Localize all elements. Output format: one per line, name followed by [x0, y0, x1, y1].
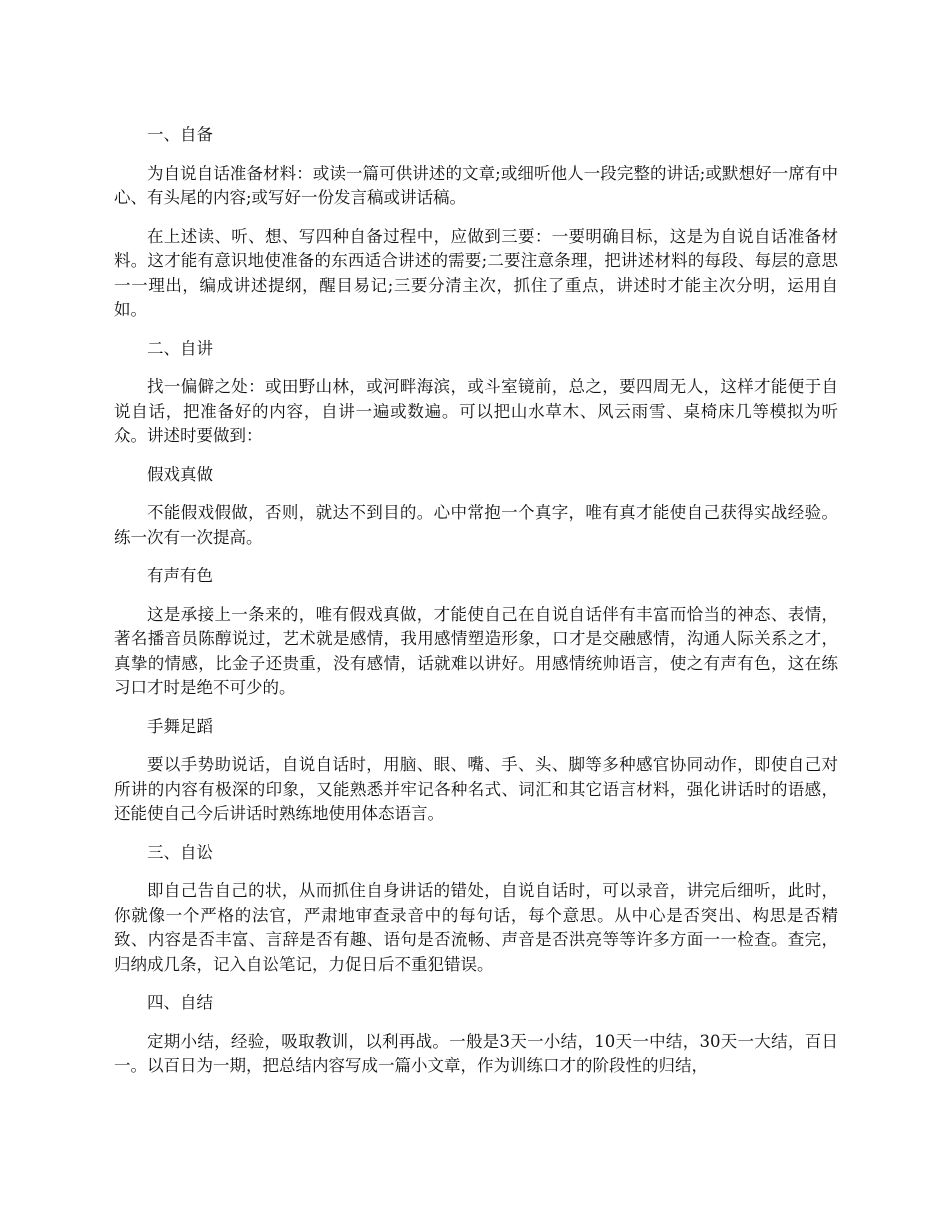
document-body	[114, 123, 838, 1093]
section-heading-self-summary: 四、自结	[147, 993, 213, 1012]
section-heading-self-prepare: 一、自备	[147, 125, 213, 144]
subheading-vivid: 有声有色	[147, 566, 213, 585]
paragraph: 找一偏僻之处：或田野山林，或河畔海滨，或斗室镜前，总之，要四周无人，这样才能便于自说自话，把准备好的内容，自讲一遍或数遍。可以把山水草木、风云雨雪、桌椅床几等模拟为听众。讲述时要做到：	[114, 377, 838, 445]
paragraph: 这是承接上一条来的，唯有假戏真做，才能使自己在自说自话伴有丰富而恰当的神态、表情，著名播音员陈醇说过，艺术就是感情，我用感情塑造形象，口才是交融感情，沟通人际关系之才，真挚的情感，比金子还贵重，没有感情，话就难以讲好。用感情统帅语言，使之有声有色，这在练习口才时是绝不可少的。	[114, 604, 838, 697]
section-heading-self-review: 三、自讼	[147, 842, 213, 862]
paragraph: 定期小结，经验，吸取教训，以利再战。一般是3天一小结，10天一中结，30天一大结，百日一。以百日为一期，把总结内容写成一篇小文章，作为训练口才的阶段性的归结，	[114, 1031, 838, 1075]
subheading-pretend-real: 假戏真做	[147, 464, 213, 484]
paragraph: 在上述读、听、想、写四种自备过程中，应做到三要：一要明确目标，这是为自说自话准备材料。这才能有意识地使准备的东西适合讲述的需要;二要注意条理，把讲述材料的每段、每层的意思一一理出，编成讲述提纲，醒目易记;三要分清主次，抓住了重点，讲述时才能主次分明，运用自如。	[114, 226, 838, 319]
paragraph: 要以手势助说话，自说自话时，用脑、眼、嘴、手、头、脚等多种感官协同动作，即使自己对所讲的内容有极深的印象，又能熟悉并牢记各种名式、词汇和其它语言材料，强化讲话时的语感，还能使自己今后讲话时熟练地使用体态语言。	[114, 755, 838, 823]
paragraph: 为自说自话准备材料：或读一篇可供讲述的文章;或细听他人一段完整的讲话;或默想好一席有中心、有头尾的内容;或写好一份发言稿或讲话稿。	[114, 163, 838, 207]
paragraph: 即自己告自己的状，从而抓住自身讲话的错处，自说自话时，可以录音，讲完后细听，此时，你就像一个严格的法官，严肃地审查录音中的每句话，每个意思。从中心是否突出、构思是否精致、内容是否丰富、言辞是否有趣、语句是否流畅、声音是否洪亮等等许多方面一一检查。查完，归纳成几条，记入自讼笔记，力促日后不重犯错误。	[114, 881, 838, 974]
subheading-gestures: 手舞足蹈	[147, 716, 213, 736]
section-heading-self-speak: 二、自讲	[147, 338, 213, 358]
paragraph: 不能假戏假做，否则，就达不到目的。心中常抱一个真字，唯有真才能使自己获得实战经验。练一次有一次提高。	[114, 503, 838, 547]
